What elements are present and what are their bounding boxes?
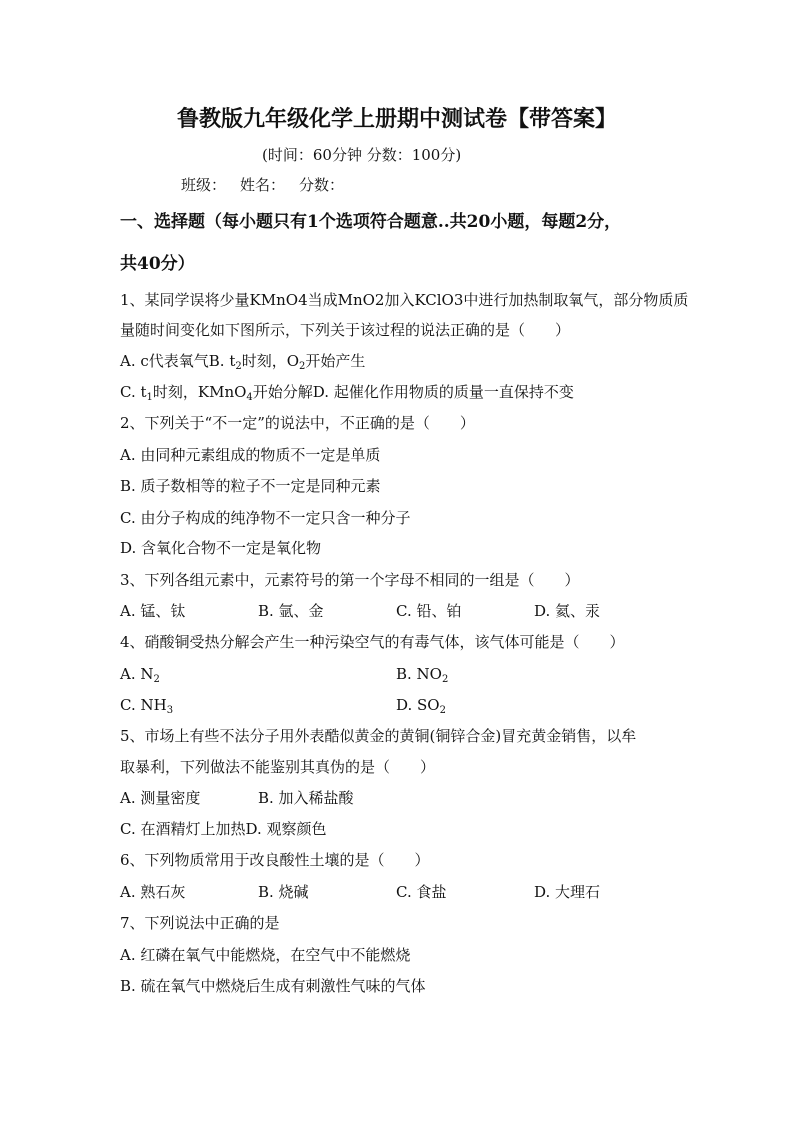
q3-stem: 3、下列各组元素中，元素符号的第一个字母不相同的一组是（ ） (120, 571, 580, 589)
q4-stem: 4、硝酸铜受热分解会产生一种污染空气的有毒气体，该气体可能是（ ） (120, 633, 625, 651)
q6-stem: 6、下列物质常用于改良酸性土壤的是（ ） (120, 851, 430, 869)
q4-option-a (120, 664, 160, 684)
q1-stem-line2: 量随时间变化如下图所示，下列关于该过程的说法正确的是（ ） (120, 321, 571, 339)
q5-option-a: A. 测量密度 (120, 789, 201, 807)
subscript: 3 (166, 705, 174, 716)
q1-option-b-text: 开始产生 (305, 352, 366, 370)
q7-option-b: B. 硫在氧气中燃烧后生成有刺激性气味的气体 (120, 977, 426, 995)
q6-option-b: B. 烧碱 (258, 883, 309, 901)
q6-option-d: D. 大理石 (534, 883, 601, 901)
q1-option-d-text: 开始分解D. 起催化作用物质的质量一直保持不变 (252, 383, 574, 401)
subscript: 1 (146, 392, 153, 403)
q7-stem: 7、下列说法中正确的是 (120, 914, 280, 932)
q2-option-b: B. 质子数相等的粒子不一定是同种元素 (120, 477, 381, 495)
subscript: 2 (299, 361, 306, 372)
student-info (181, 175, 358, 195)
q1-option-a-text: 时刻，O (241, 352, 300, 370)
q4-option-d (396, 695, 446, 715)
q2-option-c: C. 由分子构成的纯净物不一定只含一种分子 (120, 509, 411, 527)
q4-option-d-text: D. SO (396, 696, 440, 714)
name-label: 姓名： (240, 176, 286, 194)
score-label: 分数： (299, 176, 345, 194)
q4-option-b-text: B. NO (396, 665, 442, 683)
q2-option-d: D. 含氧化合物不一定是氧化物 (120, 539, 322, 557)
q2-stem: 2、下列关于“不一定”的说法中，不正确的是（ ） (120, 414, 475, 432)
q6-option-c: C. 食盐 (396, 883, 447, 901)
q3-option-c: C. 铅、铂 (396, 602, 462, 620)
q3-option-d: D. 氦、汞 (534, 602, 601, 620)
q1-option-c-text: C. t (120, 383, 147, 401)
q5-stem-line1: 5、市场上有些不法分子用外表酷似黄金的黄铜(铜锌合金)冒充黄金销售，以牟 (120, 727, 637, 745)
q7-option-a: A. 红磷在氧气中能燃烧，在空气中不能燃烧 (120, 946, 411, 964)
subscript: 2 (153, 674, 160, 685)
q5-stem-line2: 取暴利，下列做法不能鉴别其真伪的是（ ） (120, 758, 436, 776)
q1-option-c-text: 时刻，KMnO (152, 383, 247, 401)
q5-option-b: B. 加入稀盐酸 (258, 789, 354, 807)
q1-options-ab (120, 351, 365, 371)
subscript: 2 (235, 361, 242, 372)
q4-option-b (396, 664, 448, 684)
page-title: 鲁教版九年级化学上册期中测试卷【带答案】 (176, 106, 617, 132)
subscript: 2 (441, 674, 449, 685)
q3-option-a: A. 锰、钛 (120, 602, 186, 620)
q2-option-a: A. 由同种元素组成的物质不一定是单质 (120, 446, 381, 464)
class-label: 班级： (181, 176, 227, 194)
q6-option-a: A. 熟石灰 (120, 883, 186, 901)
q4-option-a-text: A. N (120, 665, 154, 683)
exam-time-score: (时间：60分钟 分数：100分) (262, 146, 462, 164)
q4-option-c (120, 695, 173, 715)
subscript: 4 (246, 392, 253, 403)
section-heading-line2: 共40分） (120, 254, 195, 274)
q1-options-cd (120, 382, 574, 402)
q1-stem-line1: 1、某同学误将少量KMnO4当成MnO2加入KClO3中进行加热制取氧气，部分物质质 (120, 291, 689, 309)
q4-option-c-text: C. NH (120, 696, 167, 714)
q5-options-cd: C. 在酒精灯上加热D. 观察颜色 (120, 820, 327, 838)
q3-option-b: B. 氩、金 (258, 602, 324, 620)
section-heading-line1: 一、选择题（每小题只有1个选项符合题意..共20小题，每题2分， (120, 212, 622, 232)
q1-option-a-text: A. c代表氧气B. t (120, 352, 236, 370)
subscript: 2 (439, 705, 446, 716)
